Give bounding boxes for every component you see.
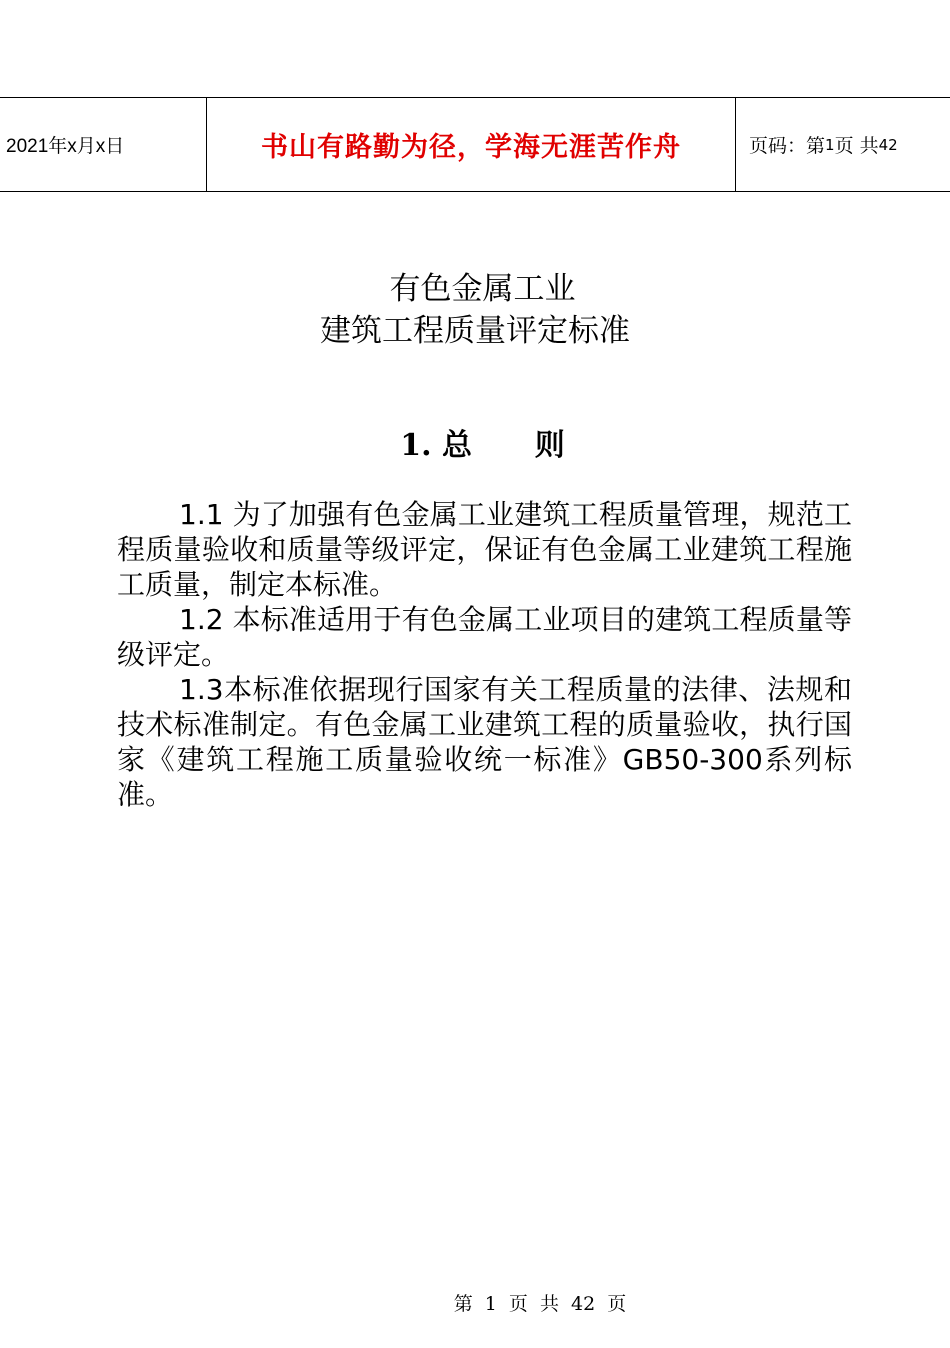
paragraph-1-3: 1.3本标准依据现行国家有关工程质量的法律、法规和技术标准制定。有色金属工业建筑工程的质量验收，执行国家《建筑工程施工质量验收统一标准》GB50-300系列标准。 bbox=[117, 673, 852, 811]
header-date: 2021年x月x日 bbox=[0, 98, 207, 191]
page-middle: 页 共 bbox=[834, 135, 879, 157]
page-total: 42 bbox=[878, 135, 898, 154]
header-page-number bbox=[736, 98, 950, 191]
paragraph-1-1: 1.1 为了加强有色金属工业建筑工程质量管理，规范工程质量验收和质量等级评定，保证有色金属工业建筑工程施工质量，制定本标准。 bbox=[117, 498, 852, 601]
title-line-2: 建筑工程质量评定标准 bbox=[320, 313, 630, 349]
header-motto: 书山有路勤为径，学海无涯苦作舟 bbox=[207, 98, 736, 191]
paragraph-1-2: 1.2 本标准适用于有色金属工业项目的建筑工程质量等级评定。 bbox=[117, 603, 852, 671]
page-prefix: 页码：第 bbox=[749, 135, 826, 157]
footer-page-label: 第 1 页 共 42 页 bbox=[453, 1293, 627, 1315]
document-title bbox=[0, 268, 950, 352]
page-current: 1 bbox=[825, 135, 835, 154]
section-heading: 1. 总 则 bbox=[400, 428, 565, 463]
body-text bbox=[117, 497, 852, 812]
header-table bbox=[0, 97, 950, 192]
title-line-1: 有色金属工业 bbox=[389, 271, 576, 307]
